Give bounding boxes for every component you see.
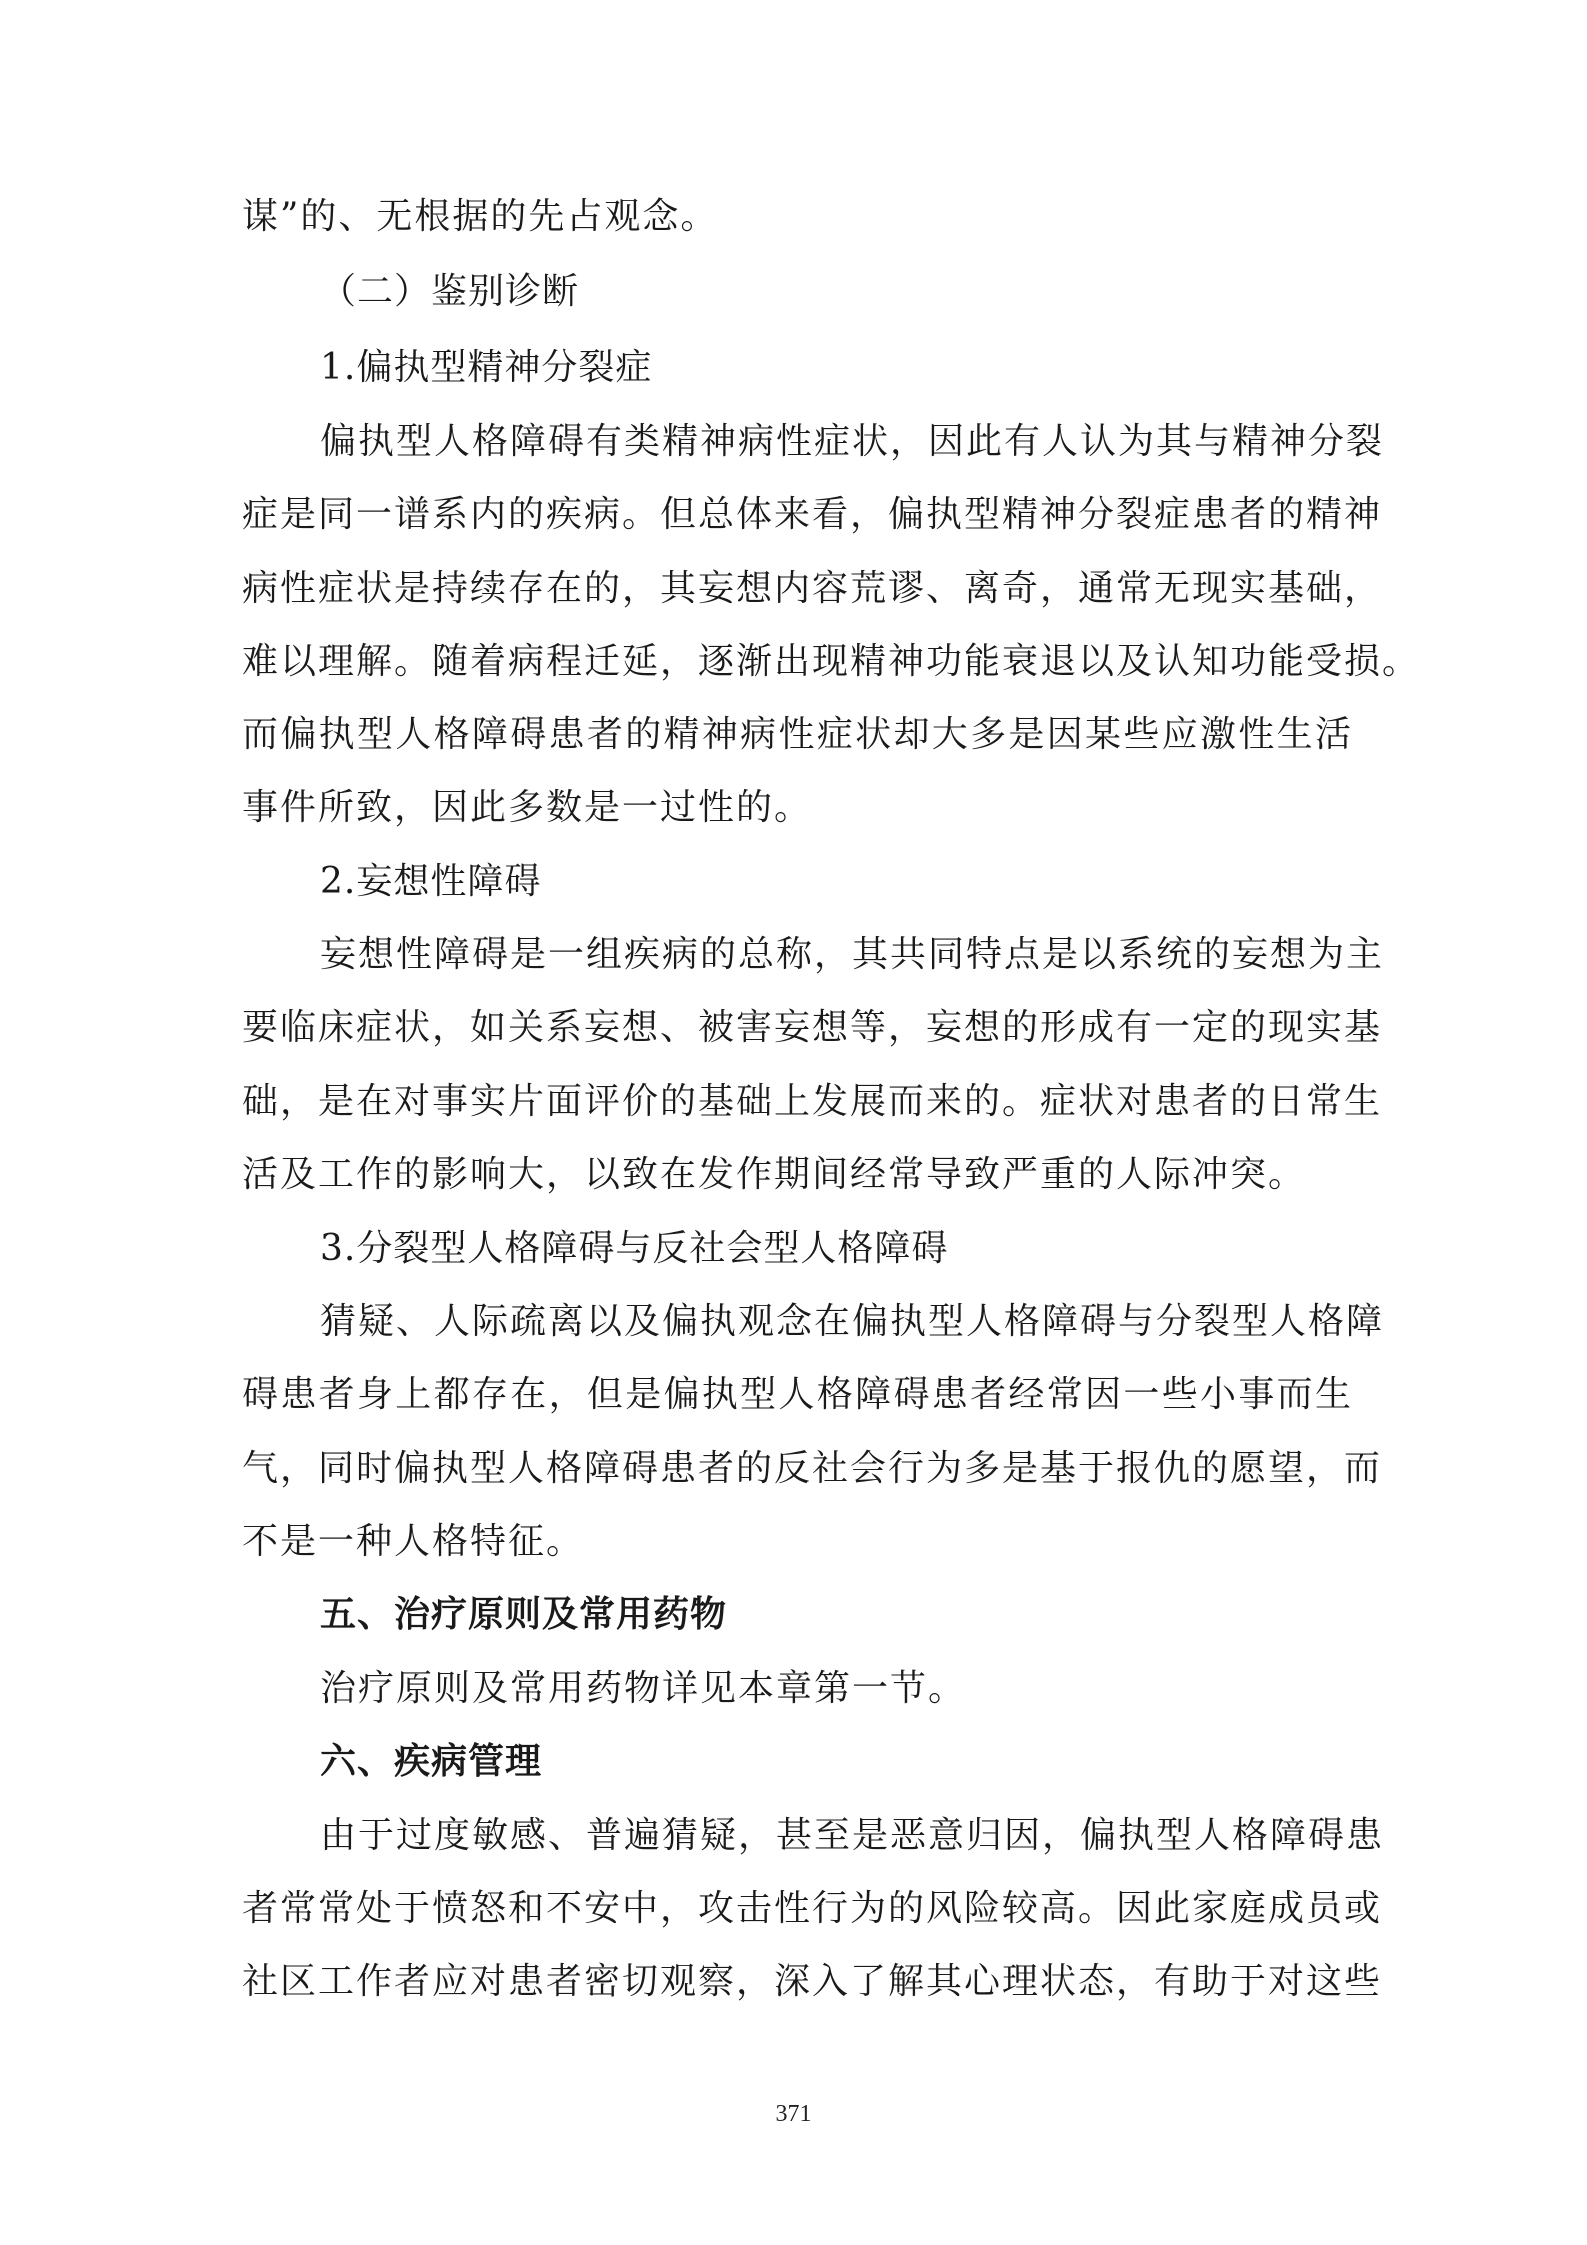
body-text-line: 治疗原则及常用药物详见本章第一节。 xyxy=(320,1668,967,1709)
body-text-line: 而偏执型人格障碍患者的精神病性症状却大多是因某些应激性生活 xyxy=(242,714,1353,755)
body-text-line: 妄想性障碍是一组疾病的总称，其共同特点是以系统的妄想为主 xyxy=(320,934,1385,975)
body-text-line: 不是一种人格特征。 xyxy=(242,1521,585,1562)
body-text-line: 社区工作者应对患者密切观察，深入了解其心理状态，有助于对这些 xyxy=(242,1961,1383,2002)
body-text-line: 者常常处于愤怒和不安中，攻击性行为的风险较高。因此家庭成员或 xyxy=(242,1888,1383,1929)
body-text-line: 事件所致，因此多数是一过性的。 xyxy=(242,787,813,828)
body-text-line: 础，是在对事实片面评价的基础上发展而来的。症状对患者的日常生 xyxy=(242,1081,1383,1122)
body-text-line: 难以理解。随着病程迁延，逐渐出现精神功能衰退以及认知功能受损。 xyxy=(242,641,1421,682)
body-text-line: 碍患者身上都存在，但是偏执型人格障碍患者经常因一些小事而生 xyxy=(242,1374,1353,1415)
body-text-line: 症是同一谱系内的疾病。但总体来看，偏执型精神分裂症患者的精神 xyxy=(242,494,1383,535)
section-heading: 六、疾病管理 xyxy=(320,1741,543,1782)
item-heading: 1.偏执型精神分裂症 xyxy=(320,347,653,388)
body-text-line: 偏执型人格障碍有类精神病性症状，因此有人认为其与精神分裂 xyxy=(320,421,1385,462)
body-text-line: 谋”的、无根据的先占观念。 xyxy=(242,196,719,237)
body-text-line: 病性症状是持续存在的，其妄想内容荒谬、离奇，通常无现实基础， xyxy=(242,568,1383,609)
body-text-line: 由于过度敏感、普遍猜疑，甚至是恶意归因，偏执型人格障碍患 xyxy=(320,1815,1385,1856)
body-text-line: 猜疑、人际疏离以及偏执观念在偏执型人格障碍与分裂型人格障 xyxy=(320,1301,1385,1342)
body-text-line: 要临床症状，如关系妄想、被害妄想等，妄想的形成有一定的现实基 xyxy=(242,1007,1383,1048)
page-number: 371 xyxy=(775,2101,812,2127)
body-text-line: 活及工作的影响大，以致在发作期间经常导致严重的人际冲突。 xyxy=(242,1154,1307,1195)
body-text-line: 气，同时偏执型人格障碍患者的反社会行为多是基于报仇的愿望，而 xyxy=(242,1448,1383,1489)
item-heading: 3.分裂型人格障碍与反社会型人格障碍 xyxy=(320,1228,949,1269)
section-subheading: （二）鉴别诊断 xyxy=(320,271,580,312)
item-heading: 2.妄想性障碍 xyxy=(320,861,542,902)
section-heading: 五、治疗原则及常用药物 xyxy=(320,1594,728,1635)
